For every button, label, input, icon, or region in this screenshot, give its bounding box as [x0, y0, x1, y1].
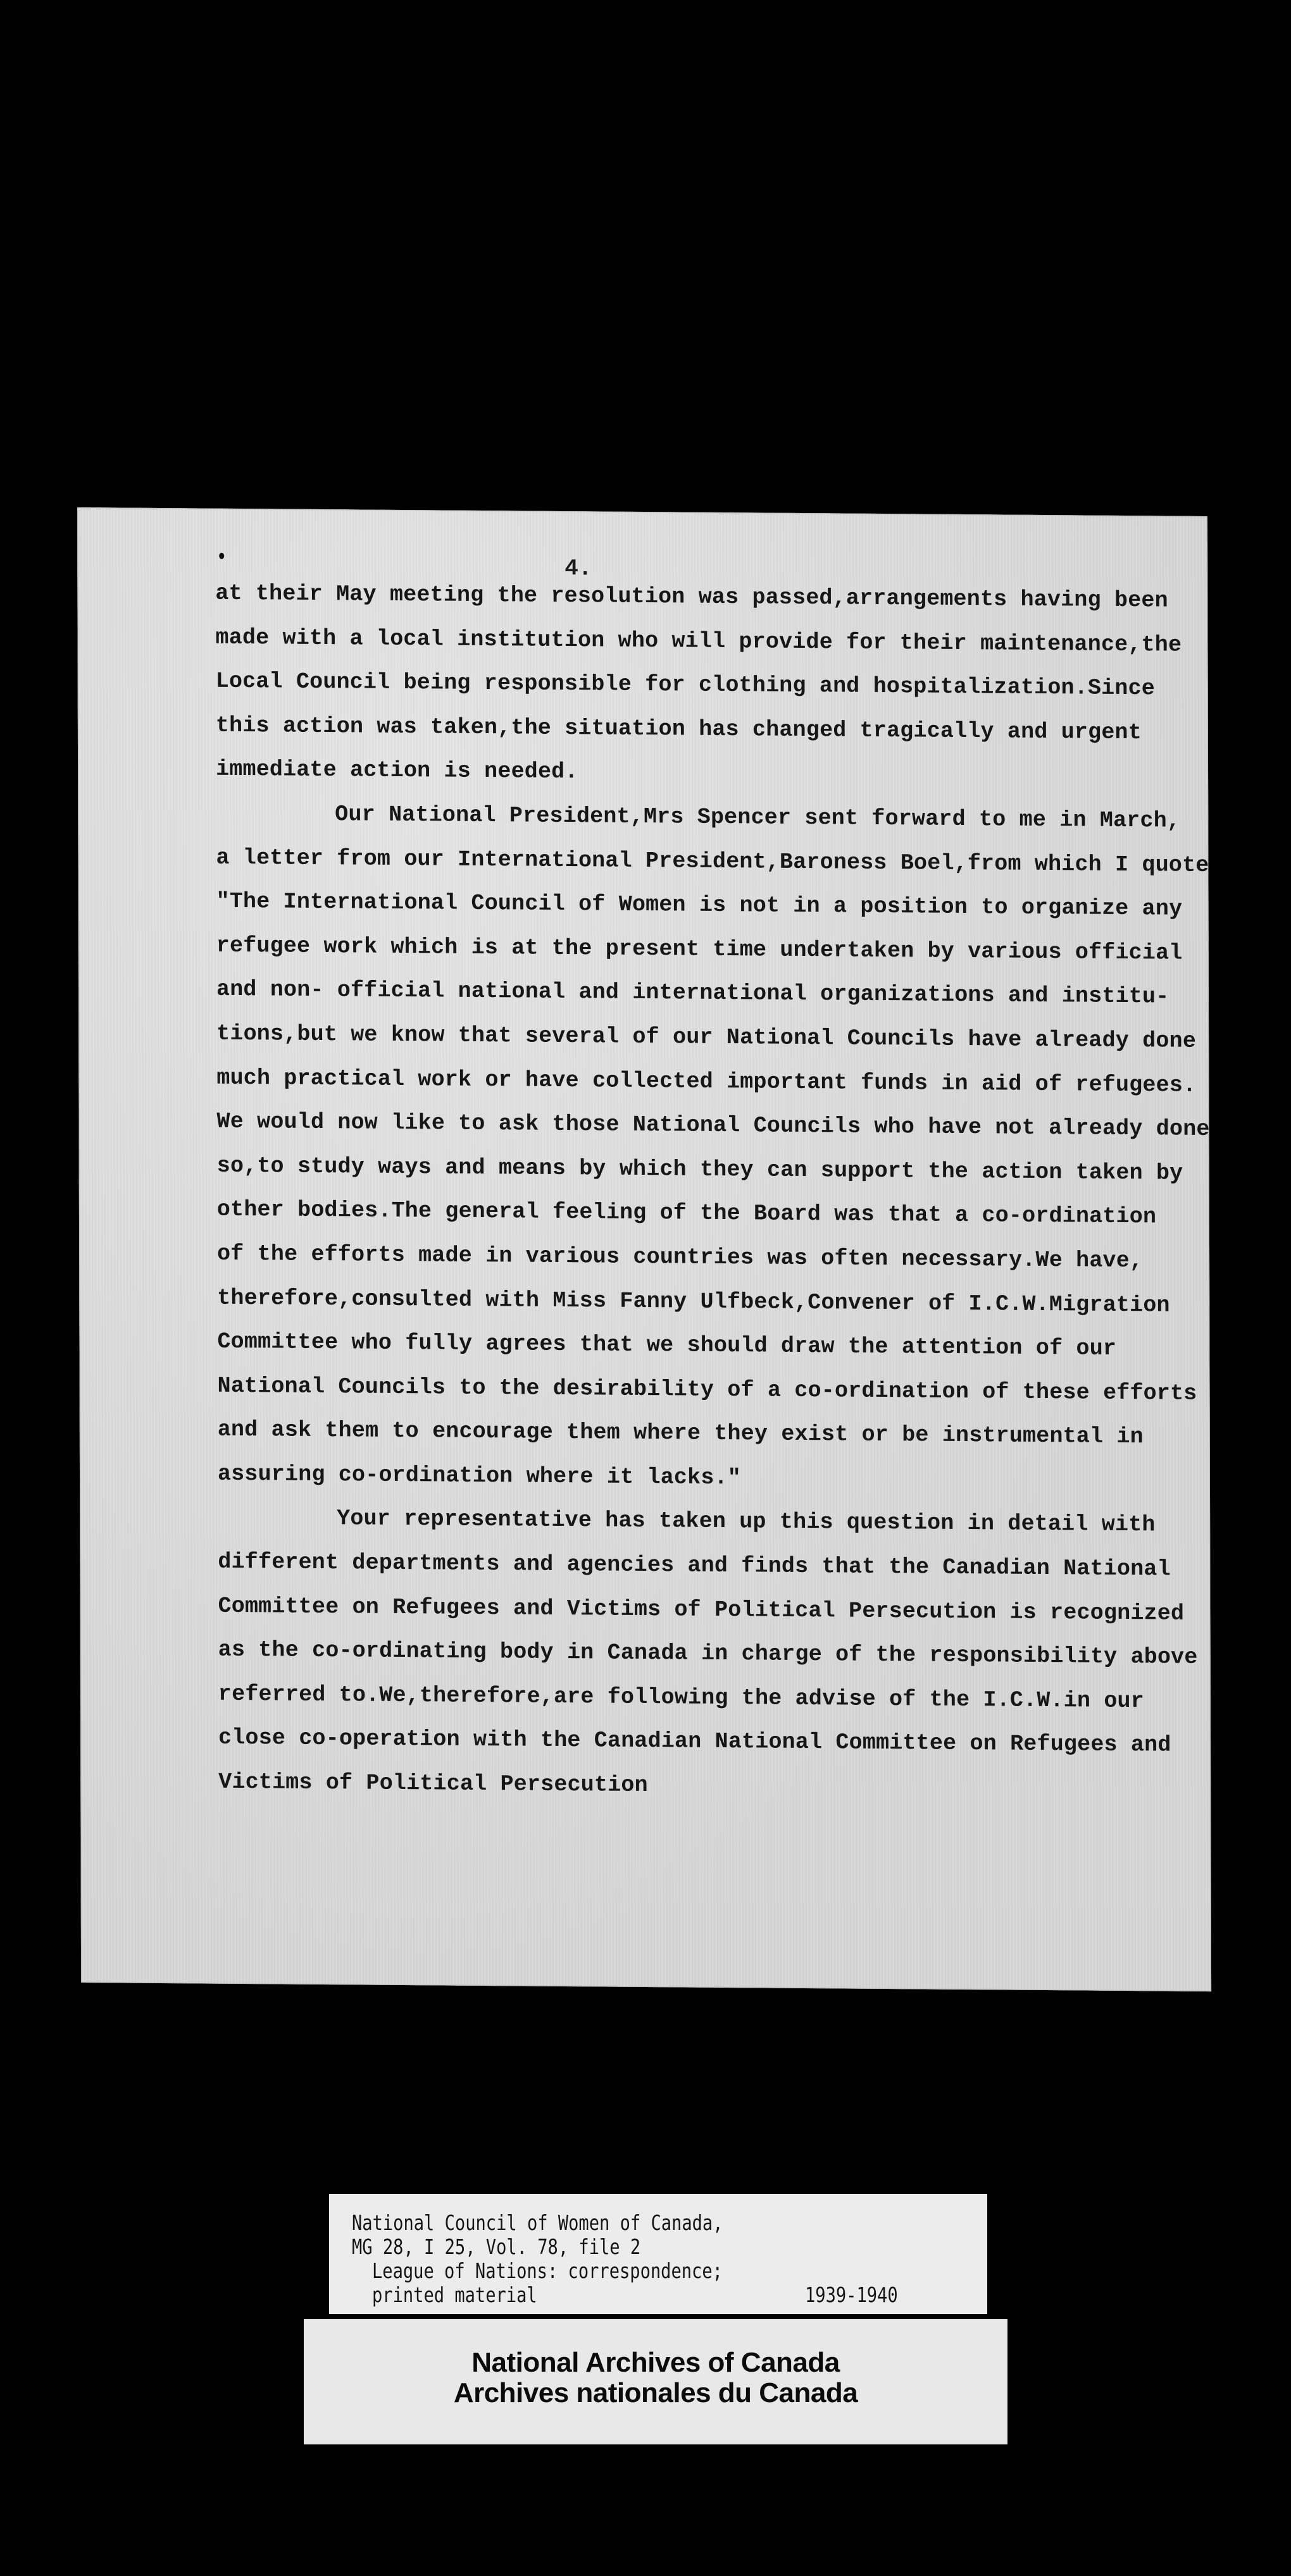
text-line: Committee who fully agrees that we should draw the attention of our — [217, 1328, 1117, 1361]
text-line: Our National President,Mrs Spencer sent forward to me in March, — [335, 802, 1181, 834]
file-subtitle: printed material — [372, 2282, 537, 2307]
text-line: immediate action is needed. — [216, 757, 578, 785]
text-line: therefore,consulted with Miss Fanny Ulfbeck,Convener of I.C.W.Migration — [217, 1285, 1170, 1318]
archive-label — [304, 2319, 1007, 2444]
text-line: refugee work which is at the present time undertaken by various official — [216, 932, 1183, 966]
reference-number: MG 28, I 25, Vol. 78, file 2 — [352, 2234, 641, 2259]
archive-name-french: Archives nationales du Canada — [453, 2377, 858, 2408]
text-line: of the efforts made in various countries was often necessary.We have, — [217, 1241, 1144, 1274]
typewritten-page — [77, 507, 1211, 1991]
text-line: tions,but we know that several of our National Councils have already done — [216, 1020, 1197, 1054]
fonds-title: National Council of Women of Canada, — [352, 2210, 723, 2235]
text-line: Your representative has taken up this question in detail with — [337, 1506, 1156, 1538]
text-line: as the co-ordinating body in Canada in charge of the responsibility above — [218, 1637, 1198, 1671]
text-line: Committee on Refugees and Victims of Political Persecution is recognized — [218, 1593, 1185, 1626]
text-line: We would now like to ask those National Councils who have not already done — [216, 1108, 1210, 1142]
file-title: League of Nations: correspondence; — [372, 2258, 723, 2283]
text-line: much practical work or have collected important funds in aid of refugees. — [216, 1065, 1197, 1098]
text-line: assuring co-ordination where it lacks." — [217, 1461, 741, 1491]
text-line: Victims of Political Persecution — [218, 1769, 648, 1799]
text-line: a letter from our International President,Baroness Boel,from which I quote — [216, 845, 1209, 878]
text-line: at their May meeting the resolution was passed,arrangements having been — [215, 580, 1168, 614]
text-line: "The International Council of Women is not in a position to organize any — [216, 888, 1183, 922]
archive-name-english: National Archives of Canada — [471, 2347, 840, 2378]
text-line: and ask them to encourage them where they exist or be instrumental in — [217, 1417, 1144, 1450]
reference-label — [329, 2194, 987, 2314]
text-line: and non- official national and international organizations and institu- — [216, 977, 1169, 1010]
text-line: different departments and agencies and finds that the Canadian National — [218, 1549, 1171, 1582]
text-line: made with a local institution who will provide for their maintenance,the — [215, 624, 1182, 658]
page-body — [215, 572, 1210, 1812]
text-line: so,to study ways and means by which they can support the action taken by — [216, 1153, 1183, 1186]
text-line: Local Council being responsible for clothing and hospitalization.Since — [215, 668, 1156, 702]
ink-mark — [219, 553, 224, 559]
date-range: 1939-1940 — [805, 2282, 898, 2307]
text-line: this action was taken,the situation has changed tragically and urgent — [215, 712, 1142, 745]
text-line: referred to.We,therefore,are following the advise of the I.C.W.in our — [218, 1681, 1144, 1714]
page-number: 4. — [564, 555, 592, 582]
text-line: other bodies.The general feeling of the Board was that a co-ordination — [216, 1197, 1157, 1230]
text-line: National Councils to the desirability of a co-ordination of these efforts — [217, 1373, 1197, 1406]
text-line: close co-operation with the Canadian National Committee on Refugees and — [218, 1725, 1171, 1759]
